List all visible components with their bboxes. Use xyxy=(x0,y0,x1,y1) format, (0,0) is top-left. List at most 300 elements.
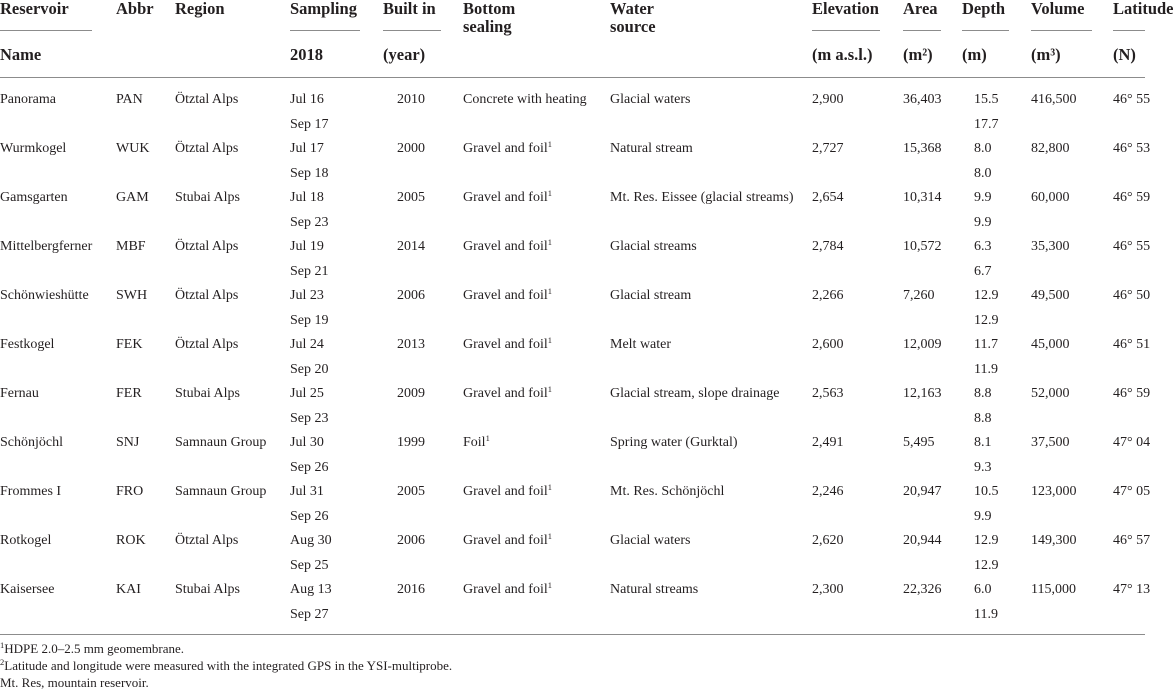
cell-latitude xyxy=(1113,92,1150,108)
cell-volume-text: 123,000 xyxy=(1031,484,1077,499)
cell-depth-1-text: 6.0 xyxy=(974,582,992,597)
cell-water-source xyxy=(610,533,690,549)
header-area: Area xyxy=(903,0,938,18)
cell-built-year-text: 2013 xyxy=(397,337,425,352)
cell-elevation xyxy=(812,141,844,157)
cell-sampling-date-1 xyxy=(290,141,324,157)
cell-region-text: Stubai Alps xyxy=(175,582,240,597)
cell-abbr xyxy=(116,386,142,402)
cell-volume xyxy=(1031,484,1077,500)
cell-built-year-text: 2005 xyxy=(397,484,425,499)
cell-water-source xyxy=(610,435,738,451)
cell-elevation xyxy=(812,484,844,500)
cell-depth-2-text: 8.0 xyxy=(974,165,992,181)
cell-depth-1 xyxy=(974,337,998,353)
footnote-2 xyxy=(0,658,452,675)
cell-elevation-text: 2,620 xyxy=(812,533,844,548)
cell-elevation xyxy=(812,239,844,255)
cell-name-text: Schönjöchl xyxy=(0,435,63,450)
cell-sampling-date-1-text: Jul 25 xyxy=(290,386,324,401)
cell-bottom-sealing-text: Gravel and foil xyxy=(463,582,548,597)
cell-latitude-text: 46° 55 xyxy=(1113,92,1151,107)
cell-water-source-text: Spring water (Gurktal) xyxy=(610,435,738,450)
cell-abbr xyxy=(116,239,146,255)
cell-abbr xyxy=(116,190,149,206)
footnote-marker: 1 xyxy=(547,531,552,541)
cell-bottom-sealing xyxy=(463,337,552,353)
cell-depth-2 xyxy=(974,313,999,329)
cell-name-text: Frommes I xyxy=(0,484,62,499)
header-elevation-unit: (m a.s.l.) xyxy=(812,45,873,64)
cell-depth-2-text: 9.3 xyxy=(974,459,992,475)
cell-elevation-text: 2,727 xyxy=(812,141,844,156)
cell-sampling-date-1-text: Aug 13 xyxy=(290,582,332,597)
cell-depth-1 xyxy=(974,239,992,255)
cell-sampling-date-2 xyxy=(290,117,329,133)
cell-latitude-text: 46° 51 xyxy=(1113,337,1151,352)
cell-area-text: 36,403 xyxy=(903,92,942,107)
cell-depth-1-text: 8.8 xyxy=(974,386,992,401)
cell-area-text: 10,314 xyxy=(903,190,942,205)
cell-bottom-sealing xyxy=(463,288,552,304)
cell-area-text: 7,260 xyxy=(903,288,935,303)
cell-elevation-text: 2,300 xyxy=(812,582,844,597)
cell-abbr xyxy=(116,92,143,108)
cell-bottom-sealing xyxy=(463,435,490,451)
cell-sampling-date-2 xyxy=(290,411,329,427)
cell-abbr xyxy=(116,484,143,500)
cell-bottom-sealing xyxy=(463,141,552,157)
cell-sampling-date-2 xyxy=(290,313,329,329)
cell-sampling-date-1 xyxy=(290,190,324,206)
cell-name-text: Schönwieshütte xyxy=(0,288,89,303)
cell-elevation-text: 2,654 xyxy=(812,190,844,205)
cell-name xyxy=(0,288,89,304)
cell-built-year-text: 2000 xyxy=(397,141,425,156)
cell-elevation-text: 2,600 xyxy=(812,337,844,352)
header-sampling-year: 2018 xyxy=(290,45,323,64)
cell-name-text: Wurmkogel xyxy=(0,141,67,156)
cell-bottom-sealing-text: Gravel and foil xyxy=(463,533,548,548)
footnote-marker: 1 xyxy=(547,335,552,345)
cell-latitude xyxy=(1113,533,1150,549)
cell-water-source xyxy=(610,239,697,255)
cell-depth-2-text: 11.9 xyxy=(974,361,998,377)
cell-sampling-date-2 xyxy=(290,607,329,623)
header-rule-depth xyxy=(962,30,1009,31)
cell-depth-1-text: 15.5 xyxy=(974,92,999,107)
header-name: Name xyxy=(0,45,42,64)
cell-depth-1-text: 12.9 xyxy=(974,288,999,303)
cell-sampling-date-1 xyxy=(290,435,324,451)
cell-sampling-date-2 xyxy=(290,460,329,476)
cell-depth-1-text: 8.1 xyxy=(974,435,992,450)
cell-abbr-text: FEK xyxy=(116,337,143,352)
footnote-2-text: Latitude and longitude were measured with the integrated GPS in the YSI-multiprobe. xyxy=(4,658,453,673)
cell-latitude-text: 47° 13 xyxy=(1113,582,1151,597)
cell-sampling-date-2 xyxy=(290,362,329,378)
cell-built-year xyxy=(397,190,425,206)
cell-depth-1 xyxy=(974,386,992,402)
cell-sampling-date-1 xyxy=(290,337,324,353)
cell-sampling-date-2 xyxy=(290,264,329,280)
footnote-marker: 1 xyxy=(547,580,552,590)
header-sampling: Sampling xyxy=(290,0,357,18)
header-water-line2: source xyxy=(610,17,656,36)
cell-sampling-date-1-text: Jul 16 xyxy=(290,92,324,107)
cell-abbr xyxy=(116,533,146,549)
cell-bottom-sealing xyxy=(463,582,552,598)
cell-volume xyxy=(1031,435,1070,451)
cell-bottom-sealing-text: Gravel and foil xyxy=(463,288,548,303)
cell-elevation xyxy=(812,92,844,108)
cell-abbr-text: ROK xyxy=(116,533,146,548)
cell-area xyxy=(903,239,942,255)
header-rule-reservoir xyxy=(0,30,92,31)
cell-depth-1 xyxy=(974,582,992,598)
cell-sampling-date-2-text: Sep 18 xyxy=(290,165,329,181)
header-area-unit: (m²) xyxy=(903,45,933,64)
cell-area-text: 12,163 xyxy=(903,386,942,401)
cell-name xyxy=(0,92,56,108)
cell-volume xyxy=(1031,337,1070,353)
cell-name-text: Panorama xyxy=(0,92,56,107)
cell-region xyxy=(175,484,266,500)
cell-region xyxy=(175,435,266,451)
cell-region xyxy=(175,533,238,549)
cell-depth-2-text: 17.7 xyxy=(974,116,999,132)
header-volume-unit: (m³) xyxy=(1031,45,1061,64)
cell-name-text: Rotkogel xyxy=(0,533,52,548)
cell-region xyxy=(175,141,238,157)
cell-water-source-text: Glacial waters xyxy=(610,533,691,548)
cell-sampling-date-2-text: Sep 23 xyxy=(290,410,329,426)
cell-depth-2-text: 11.9 xyxy=(974,606,998,622)
cell-built-year xyxy=(397,141,425,157)
cell-area xyxy=(903,435,935,451)
footnote-marker: 1 xyxy=(547,188,552,198)
cell-depth-2-text: 9.9 xyxy=(974,508,992,524)
cell-elevation xyxy=(812,337,844,353)
cell-depth-2-text: 8.8 xyxy=(974,410,992,426)
cell-elevation-text: 2,266 xyxy=(812,288,844,303)
cell-built-year xyxy=(397,337,425,353)
cell-area xyxy=(903,288,935,304)
cell-water-source-text: Mt. Res. Schönjöchl xyxy=(610,484,725,499)
cell-sampling-date-1 xyxy=(290,484,324,500)
footnote-1-mark: 1 xyxy=(0,640,5,650)
cell-sampling-date-1 xyxy=(290,533,332,549)
cell-sampling-date-2-text: Sep 19 xyxy=(290,312,329,328)
cell-water-source-text: Mt. Res. Eissee (glacial streams) xyxy=(610,190,794,205)
cell-water-source xyxy=(610,288,691,304)
cell-name xyxy=(0,239,92,255)
cell-abbr xyxy=(116,582,141,598)
footnote-2-mark: 2 xyxy=(0,657,5,667)
cell-region-text: Ötztal Alps xyxy=(175,337,239,352)
cell-latitude xyxy=(1113,337,1150,353)
cell-built-year-text: 2005 xyxy=(397,190,425,205)
header-rule-built-in xyxy=(383,30,441,31)
cell-sampling-date-2-text: Sep 25 xyxy=(290,557,329,573)
cell-water-source-text: Natural streams xyxy=(610,582,699,597)
cell-bottom-sealing-text: Concrete with heating xyxy=(463,92,587,107)
cell-sampling-date-1 xyxy=(290,239,324,255)
cell-depth-1-text: 10.5 xyxy=(974,484,999,499)
cell-water-source-text: Melt water xyxy=(610,337,672,352)
cell-abbr-text: SNJ xyxy=(116,435,140,450)
cell-depth-2 xyxy=(974,460,992,476)
cell-sampling-date-2 xyxy=(290,509,329,525)
cell-region xyxy=(175,386,240,402)
cell-abbr xyxy=(116,141,149,157)
cell-sampling-date-1 xyxy=(290,582,332,598)
cell-water-source xyxy=(610,190,794,206)
cell-latitude-text: 46° 53 xyxy=(1113,141,1151,156)
cell-depth-2-text: 9.9 xyxy=(974,214,992,230)
cell-volume xyxy=(1031,92,1077,108)
cell-area xyxy=(903,484,942,500)
cell-volume-text: 416,500 xyxy=(1031,92,1077,107)
cell-built-year-text: 2006 xyxy=(397,533,425,548)
cell-area xyxy=(903,582,942,598)
cell-depth-2 xyxy=(974,215,992,231)
cell-region xyxy=(175,239,238,255)
cell-depth-2 xyxy=(974,264,992,280)
cell-built-year xyxy=(397,239,425,255)
cell-abbr-text: SWH xyxy=(116,288,148,303)
cell-volume-text: 35,300 xyxy=(1031,239,1070,254)
cell-bottom-sealing xyxy=(463,484,552,500)
cell-water-source xyxy=(610,337,671,353)
cell-name xyxy=(0,386,39,402)
cell-area-text: 5,495 xyxy=(903,435,935,450)
cell-latitude xyxy=(1113,141,1150,157)
cell-region xyxy=(175,582,240,598)
cell-latitude-text: 46° 55 xyxy=(1113,239,1151,254)
cell-water-source xyxy=(610,386,779,402)
footnote-marker: 1 xyxy=(485,433,490,443)
cell-water-source-text: Glacial stream, slope drainage xyxy=(610,386,780,401)
header-abbr: Abbr xyxy=(116,0,154,18)
cell-abbr xyxy=(116,435,139,451)
cell-abbr-text: PAN xyxy=(116,92,143,107)
cell-water-source-text: Glacial waters xyxy=(610,92,691,107)
cell-latitude-text: 46° 59 xyxy=(1113,386,1151,401)
cell-elevation xyxy=(812,435,844,451)
cell-sampling-date-1-text: Jul 24 xyxy=(290,337,324,352)
cell-volume xyxy=(1031,386,1070,402)
cell-depth-1-text: 11.7 xyxy=(974,337,998,352)
cell-sampling-date-2-text: Sep 17 xyxy=(290,116,329,132)
cell-latitude xyxy=(1113,288,1150,304)
cell-abbr-text: FER xyxy=(116,386,142,401)
cell-built-year-text: 1999 xyxy=(397,435,425,450)
cell-built-year-text: 2014 xyxy=(397,239,425,254)
cell-area xyxy=(903,533,942,549)
footnote-3-text: Mt. Res, mountain reservoir. xyxy=(0,675,149,690)
cell-water-source xyxy=(610,92,690,108)
cell-region-text: Samnaun Group xyxy=(175,435,267,450)
header-bottom-line1: Bottom xyxy=(463,0,516,18)
cell-bottom-sealing-text: Gravel and foil xyxy=(463,239,548,254)
cell-sampling-date-1-text: Jul 19 xyxy=(290,239,324,254)
cell-latitude-text: 46° 50 xyxy=(1113,288,1151,303)
cell-area xyxy=(903,190,942,206)
cell-name-text: Mittelbergferner xyxy=(0,239,93,254)
cell-volume xyxy=(1031,190,1070,206)
cell-area-text: 22,326 xyxy=(903,582,942,597)
cell-volume xyxy=(1031,533,1077,549)
cell-volume-text: 115,000 xyxy=(1031,582,1076,597)
footnote-marker: 1 xyxy=(547,139,552,149)
cell-abbr-text: MBF xyxy=(116,239,146,254)
cell-region-text: Ötztal Alps xyxy=(175,533,239,548)
cell-water-source xyxy=(610,484,724,500)
cell-built-year-text: 2010 xyxy=(397,92,425,107)
footnote-marker: 1 xyxy=(547,286,552,296)
cell-area xyxy=(903,92,942,108)
cell-volume-text: 45,000 xyxy=(1031,337,1070,352)
cell-water-source xyxy=(610,141,693,157)
cell-bottom-sealing-text: Gravel and foil xyxy=(463,190,548,205)
cell-latitude xyxy=(1113,435,1150,451)
cell-area-text: 12,009 xyxy=(903,337,942,352)
cell-bottom-sealing xyxy=(463,386,552,402)
cell-sampling-date-1-text: Jul 30 xyxy=(290,435,324,450)
cell-depth-2-text: 12.9 xyxy=(974,312,999,328)
cell-elevation xyxy=(812,582,844,598)
cell-sampling-date-2 xyxy=(290,166,329,182)
cell-region xyxy=(175,190,240,206)
cell-water-source xyxy=(610,582,698,598)
cell-name xyxy=(0,533,51,549)
cell-elevation-text: 2,491 xyxy=(812,435,844,450)
header-depth-unit: (m) xyxy=(962,45,987,64)
cell-area xyxy=(903,337,942,353)
cell-depth-1-text: 12.9 xyxy=(974,533,999,548)
cell-sampling-date-1 xyxy=(290,288,324,304)
cell-latitude-text: 46° 57 xyxy=(1113,533,1151,548)
header-volume: Volume xyxy=(1031,0,1085,18)
cell-sampling-date-2-text: Sep 26 xyxy=(290,508,329,524)
header-water-line1: Water xyxy=(610,0,654,18)
header-elevation: Elevation xyxy=(812,0,879,18)
cell-area xyxy=(903,141,942,157)
cell-region-text: Ötztal Alps xyxy=(175,141,239,156)
cell-bottom-sealing-text: Gravel and foil xyxy=(463,484,548,499)
cell-volume-text: 82,800 xyxy=(1031,141,1070,156)
cell-depth-1-text: 9.9 xyxy=(974,190,992,205)
footnote-marker: 1 xyxy=(547,482,552,492)
header-latitude-unit: (N) xyxy=(1113,45,1136,64)
cell-volume xyxy=(1031,141,1070,157)
cell-latitude xyxy=(1113,190,1150,206)
cell-sampling-date-1-text: Aug 30 xyxy=(290,533,332,548)
header-rule-area xyxy=(903,30,941,31)
cell-region xyxy=(175,288,238,304)
cell-depth-1 xyxy=(974,190,992,206)
cell-depth-2 xyxy=(974,117,999,133)
header-rule-volume xyxy=(1031,30,1092,31)
cell-latitude xyxy=(1113,386,1150,402)
cell-abbr-text: GAM xyxy=(116,190,149,205)
cell-depth-2 xyxy=(974,558,999,574)
cell-region-text: Ötztal Alps xyxy=(175,92,239,107)
cell-depth-1 xyxy=(974,533,999,549)
cell-built-year-text: 2006 xyxy=(397,288,425,303)
cell-volume xyxy=(1031,239,1070,255)
cell-depth-2-text: 6.7 xyxy=(974,263,992,279)
cell-region-text: Stubai Alps xyxy=(175,190,240,205)
header-built-in: Built in xyxy=(383,0,436,18)
cell-elevation xyxy=(812,190,844,206)
cell-volume-text: 149,300 xyxy=(1031,533,1077,548)
cell-sampling-date-1-text: Jul 18 xyxy=(290,190,324,205)
cell-sampling-date-2-text: Sep 26 xyxy=(290,459,329,475)
header-latitude: Latitude xyxy=(1113,0,1174,18)
cell-abbr-text: KAI xyxy=(116,582,141,597)
cell-built-year-text: 2016 xyxy=(397,582,425,597)
cell-depth-1-text: 8.0 xyxy=(974,141,992,156)
cell-volume-text: 37,500 xyxy=(1031,435,1070,450)
cell-sampling-date-1-text: Jul 23 xyxy=(290,288,324,303)
cell-latitude xyxy=(1113,484,1150,500)
header-rule-sampling xyxy=(290,30,360,31)
cell-region-text: Samnaun Group xyxy=(175,484,267,499)
table-bottom-rule xyxy=(0,634,1145,635)
cell-built-year xyxy=(397,484,425,500)
cell-abbr xyxy=(116,337,142,353)
cell-water-source-text: Natural stream xyxy=(610,141,693,156)
header-built-unit: (year) xyxy=(383,45,426,64)
cell-area-text: 20,944 xyxy=(903,533,942,548)
cell-volume xyxy=(1031,288,1070,304)
cell-name-text: Festkogel xyxy=(0,337,55,352)
cell-name xyxy=(0,190,68,206)
cell-area-text: 15,368 xyxy=(903,141,942,156)
cell-region-text: Stubai Alps xyxy=(175,386,240,401)
cell-sampling-date-1-text: Jul 31 xyxy=(290,484,324,499)
header-bottom-line2: sealing xyxy=(463,17,512,36)
cell-depth-2 xyxy=(974,166,992,182)
footnote-1-text: HDPE 2.0–2.5 mm geomembrane. xyxy=(4,641,185,656)
cell-depth-1-text: 6.3 xyxy=(974,239,992,254)
cell-name-text: Gamsgarten xyxy=(0,190,68,205)
cell-sampling-date-2-text: Sep 23 xyxy=(290,214,329,230)
cell-sampling-date-1 xyxy=(290,386,324,402)
cell-sampling-date-2-text: Sep 21 xyxy=(290,263,329,279)
cell-built-year xyxy=(397,582,425,598)
cell-area-text: 10,572 xyxy=(903,239,942,254)
cell-name-text: Kaisersee xyxy=(0,582,55,597)
header-rule-latitude xyxy=(1113,30,1145,31)
cell-sampling-date-1 xyxy=(290,92,324,108)
cell-region xyxy=(175,337,238,353)
cell-volume-text: 49,500 xyxy=(1031,288,1070,303)
footnote-marker: 1 xyxy=(547,237,552,247)
cell-name xyxy=(0,141,66,157)
cell-elevation-text: 2,900 xyxy=(812,92,844,107)
cell-bottom-sealing-text: Gravel and foil xyxy=(463,337,548,352)
cell-depth-1 xyxy=(974,484,999,500)
cell-depth-1 xyxy=(974,92,999,108)
cell-sampling-date-2-text: Sep 27 xyxy=(290,606,329,622)
cell-bottom-sealing xyxy=(463,239,552,255)
cell-bottom-sealing xyxy=(463,92,587,108)
cell-latitude-text: 47° 04 xyxy=(1113,435,1151,450)
cell-built-year xyxy=(397,533,425,549)
